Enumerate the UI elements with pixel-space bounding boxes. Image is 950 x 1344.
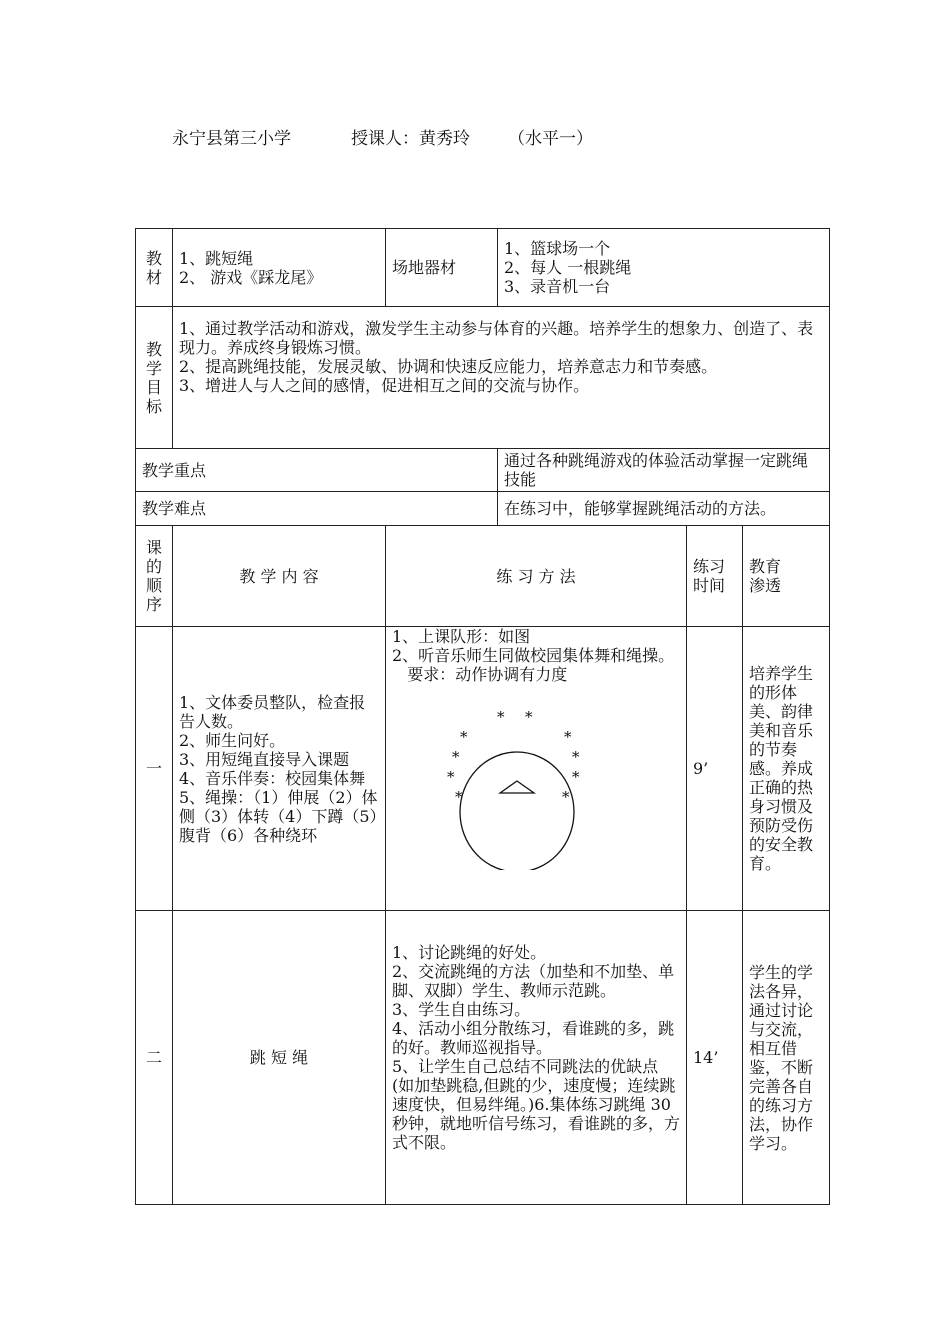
difficulty-text: 在练习中，能够掌握跳绳活动的方法。 [498, 492, 830, 526]
focus-text: 通过各种跳绳游戏的体验活动掌握一定跳绳技能 [498, 449, 830, 492]
difficulty-label: 教学难点 [136, 492, 498, 526]
venue-label: 场地器材 [386, 229, 498, 307]
student-marker: * [564, 728, 572, 746]
section-method-1: 1、上课队形：如图 2、听音乐师生同做校园集体舞和绳操。 要求：动作协调有力度 * * * * * * * * * * [386, 627, 687, 911]
section-education-1: 培养学生的形体美、韵律美和音乐的节奏感。养成正确的热身习惯及预防受伤的安全教育。 [743, 627, 830, 911]
section-content-1: 1、文体委员整队，检查报告人数。 2、师生问好。 3、用短绳直接导入课题 4、音乐伴奏：校园集体舞 5、绳操：（1）伸展（2）体侧（3）体转（4）下蹲（5）腹背（6）各种绕环 [173, 627, 386, 911]
student-marker: * [447, 768, 455, 786]
student-marker: * [572, 768, 580, 786]
section-row-1 [136, 627, 830, 911]
section-time-2: 14’ [687, 911, 743, 1205]
materials-row [136, 229, 830, 307]
method-header: 练 习 方 法 [386, 526, 687, 627]
formation-diagram [392, 690, 682, 870]
student-marker: * [572, 748, 580, 766]
section-method-2: 1、讨论跳绳的好处。 2、交流跳绳的方法（加垫和不加垫、单脚、双脚）学生、教师示范跳。 3、学生自由练习。 4、活动小组分散练习，看谁跳的多，跳的好。教师巡视指导。 5、让学生自己总结不同跳法的优缺点(如加垫跳稳,但跳的少，速度慢；连续跳速度快，但易绊绳。)6.集体练习跳绳 30 秒钟，就地听信号练习，看谁跳的多，方式不限。 [386, 911, 687, 1205]
order-header: 课 的 顺 序 [136, 526, 173, 627]
page-header [172, 124, 593, 149]
materials-items: 1、跳短绳 2、 游戏《踩龙尾》 [173, 229, 386, 307]
lesson-plan-table [135, 228, 830, 1205]
teacher-name: 授课人：黄秀玲 [351, 129, 470, 149]
materials-label: 教 材 [136, 229, 173, 307]
section-content-2: 跳 短 绳 [173, 911, 386, 1205]
education-header: 教育 渗透 [743, 526, 830, 627]
level-label: （水平一） [508, 129, 593, 149]
goals-items: 1、通过教学活动和游戏，激发学生主动参与体育的兴趣。培养学生的想象力、创造了、表现力。养成终身锻炼习惯。 2、提高跳绳技能，发展灵敏、协调和快速反应能力，培养意志力和节奏感。 3、增进人与人之间的感情，促进相互之间的交流与协作。 [173, 307, 830, 449]
venue-items: 1、篮球场一个 2、每人 一根跳绳 3、录音机一台 [498, 229, 830, 307]
difficulty-row [136, 492, 830, 526]
formation-svg [392, 690, 682, 870]
student-marker: * [525, 708, 533, 726]
column-header-row [136, 526, 830, 627]
section-order-1: 一 [136, 627, 173, 911]
section-row-2 [136, 911, 830, 1205]
section-education-2: 学生的学法各异，通过讨论与交流，相互借鉴，不断完善各自的练习方法，协作学习。 [743, 911, 830, 1205]
student-marker: * [452, 748, 460, 766]
section-order-2: 二 [136, 911, 173, 1205]
section-time-1: 9’ [687, 627, 743, 911]
school-name: 永宁县第三小学 [172, 129, 291, 149]
student-marker: * [455, 788, 463, 806]
goals-label: 教 学 目 标 [136, 307, 173, 449]
student-marker: * [460, 728, 468, 746]
student-marker: * [562, 788, 570, 806]
teacher-triangle-icon [500, 781, 534, 793]
focus-row [136, 449, 830, 492]
goals-row [136, 307, 830, 449]
focus-label: 教学重点 [136, 449, 498, 492]
content-header: 教 学 内 容 [173, 526, 386, 627]
time-header: 练习 时间 [687, 526, 743, 627]
formation-circle [460, 752, 574, 870]
student-marker: * [497, 708, 505, 726]
